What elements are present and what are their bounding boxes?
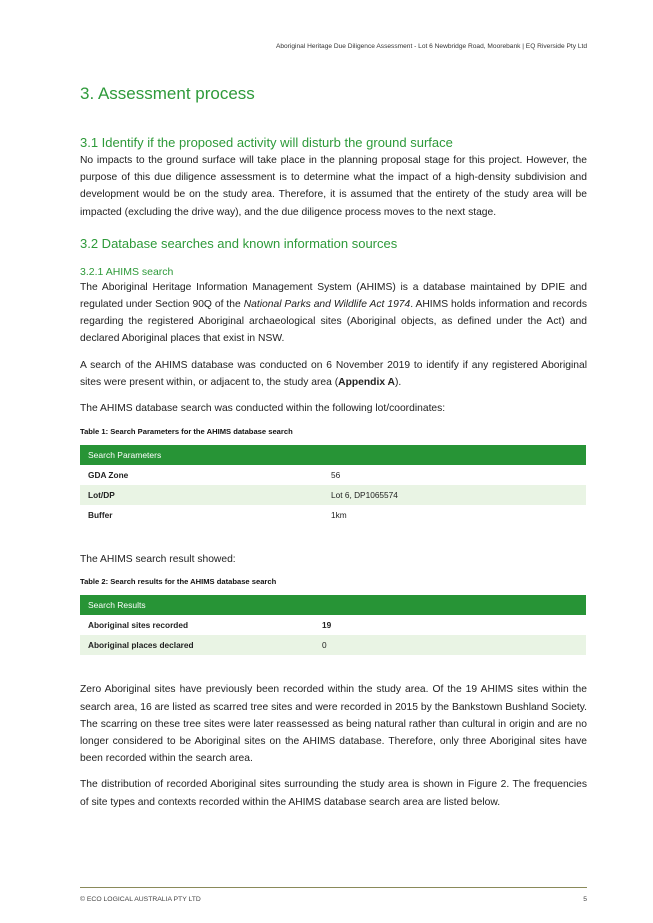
table-cell-label: Aboriginal places declared	[80, 635, 314, 655]
subsection-3-2-1-title: 3.2.1 AHIMS search	[80, 265, 174, 278]
search-results-table	[80, 595, 586, 655]
search-parameters-table	[80, 445, 586, 525]
results-discussion-paragraph: Zero Aboriginal sites have previously been recorded within the study area. Of the 19 AHIMS sites within the search area, 16 are listed as scarred tree sites and were recorded in 2015 by the Bankstown Bushland Society. The scarring on these tree sites were later reassessed as being natural rather than cultural in origin and are no longer considered to be Aboriginal sites on the AHIMS database. Therefore, only three Aboriginal sites have been recorded within the search area.	[80, 684, 587, 765]
page-number: 5	[583, 896, 587, 903]
table-cell-label: Lot/DP	[80, 485, 323, 505]
lot-coordinates-paragraph: The AHIMS database search was conducted within the following lot/coordinates:	[80, 403, 446, 415]
footer-rule	[80, 887, 587, 888]
subsection-3-2-title: 3.2 Database searches and known information sources	[80, 235, 398, 251]
appendix-reference: Appendix A	[338, 376, 395, 388]
ahims-intro-text: The Aboriginal Heritage Information Management System (AHIMS) is a database maintained by DPIE and regulated under Section 90Q of the	[80, 281, 587, 311]
ahims-intro-text-cont: . AHIMS holds information and records regarding the registered Aboriginal archaeological sites (Aboriginal objects, as defined under the Act) and declared Aboriginal places that exist in NSW.	[80, 299, 587, 345]
table-row	[80, 505, 586, 525]
running-header: Aboriginal Heritage Due Diligence Assessment - Lot 6 Newbridge Road, Moorebank | EQ Riverside Pty Ltd	[275, 43, 587, 50]
table-cell-label: GDA Zone	[88, 470, 129, 481]
ahims-intro-paragraph	[80, 279, 587, 348]
ahims-search-text-end: ).	[394, 376, 402, 388]
footer-copyright: © ECO LOGICAL AUSTRALIA PTY LTD	[80, 896, 201, 903]
table-cell-value: Lot 6, DP1065574	[323, 485, 586, 505]
table1-caption: Table 1: Search Parameters for the AHIMS database search	[80, 427, 293, 437]
table-row	[80, 465, 586, 485]
table-cell-value: 0	[314, 635, 586, 655]
table-cell-label: Aboriginal sites recorded	[88, 620, 189, 631]
subsection-3-1-paragraph: No impacts to the ground surface will take place in the planning proposal stage for this project. However, the purpose of this due diligence assessment is to determine what the impact of a high-density subdivision and development would be on the study area. Therefore, it is assumed that the entirety of the study area will be impacted (excluding the drive way), and the due diligence process moves to the next stage.	[80, 155, 587, 218]
table-row	[80, 485, 586, 505]
subsection-3-1-title: 3.1 Identify if the proposed activity will disturb the ground surface	[80, 135, 453, 150]
table-row	[80, 615, 586, 635]
table-cell-value: 19	[322, 620, 332, 631]
search-result-intro: The AHIMS search result showed:	[80, 554, 236, 566]
table2-caption: Table 2: Search results for the AHIMS database search	[80, 577, 277, 587]
table-row	[80, 635, 586, 655]
act-title: National Parks and Wildlife Act 1974	[243, 299, 411, 311]
distribution-paragraph: The distribution of recorded Aboriginal sites surrounding the study area is shown in Figure 2. The frequencies of site types and contexts recorded within the AHIMS database search area are listed below.	[80, 779, 587, 808]
ahims-search-paragraph	[80, 357, 587, 391]
table2-header: Search Results	[80, 595, 586, 615]
table-cell-value: 56	[331, 470, 341, 481]
table-cell-label: Buffer	[88, 510, 113, 521]
ahims-search-text: A search of the AHIMS database was conducted on 6 November 2019 to identify if any registered Aboriginal sites were present within, or adjacent to, the study area (	[80, 359, 587, 388]
table1-header: Search Parameters	[80, 445, 586, 465]
table-cell-value: 1km	[331, 510, 347, 521]
section-title: 3. Assessment process	[80, 84, 255, 103]
page-content	[80, 82, 587, 811]
